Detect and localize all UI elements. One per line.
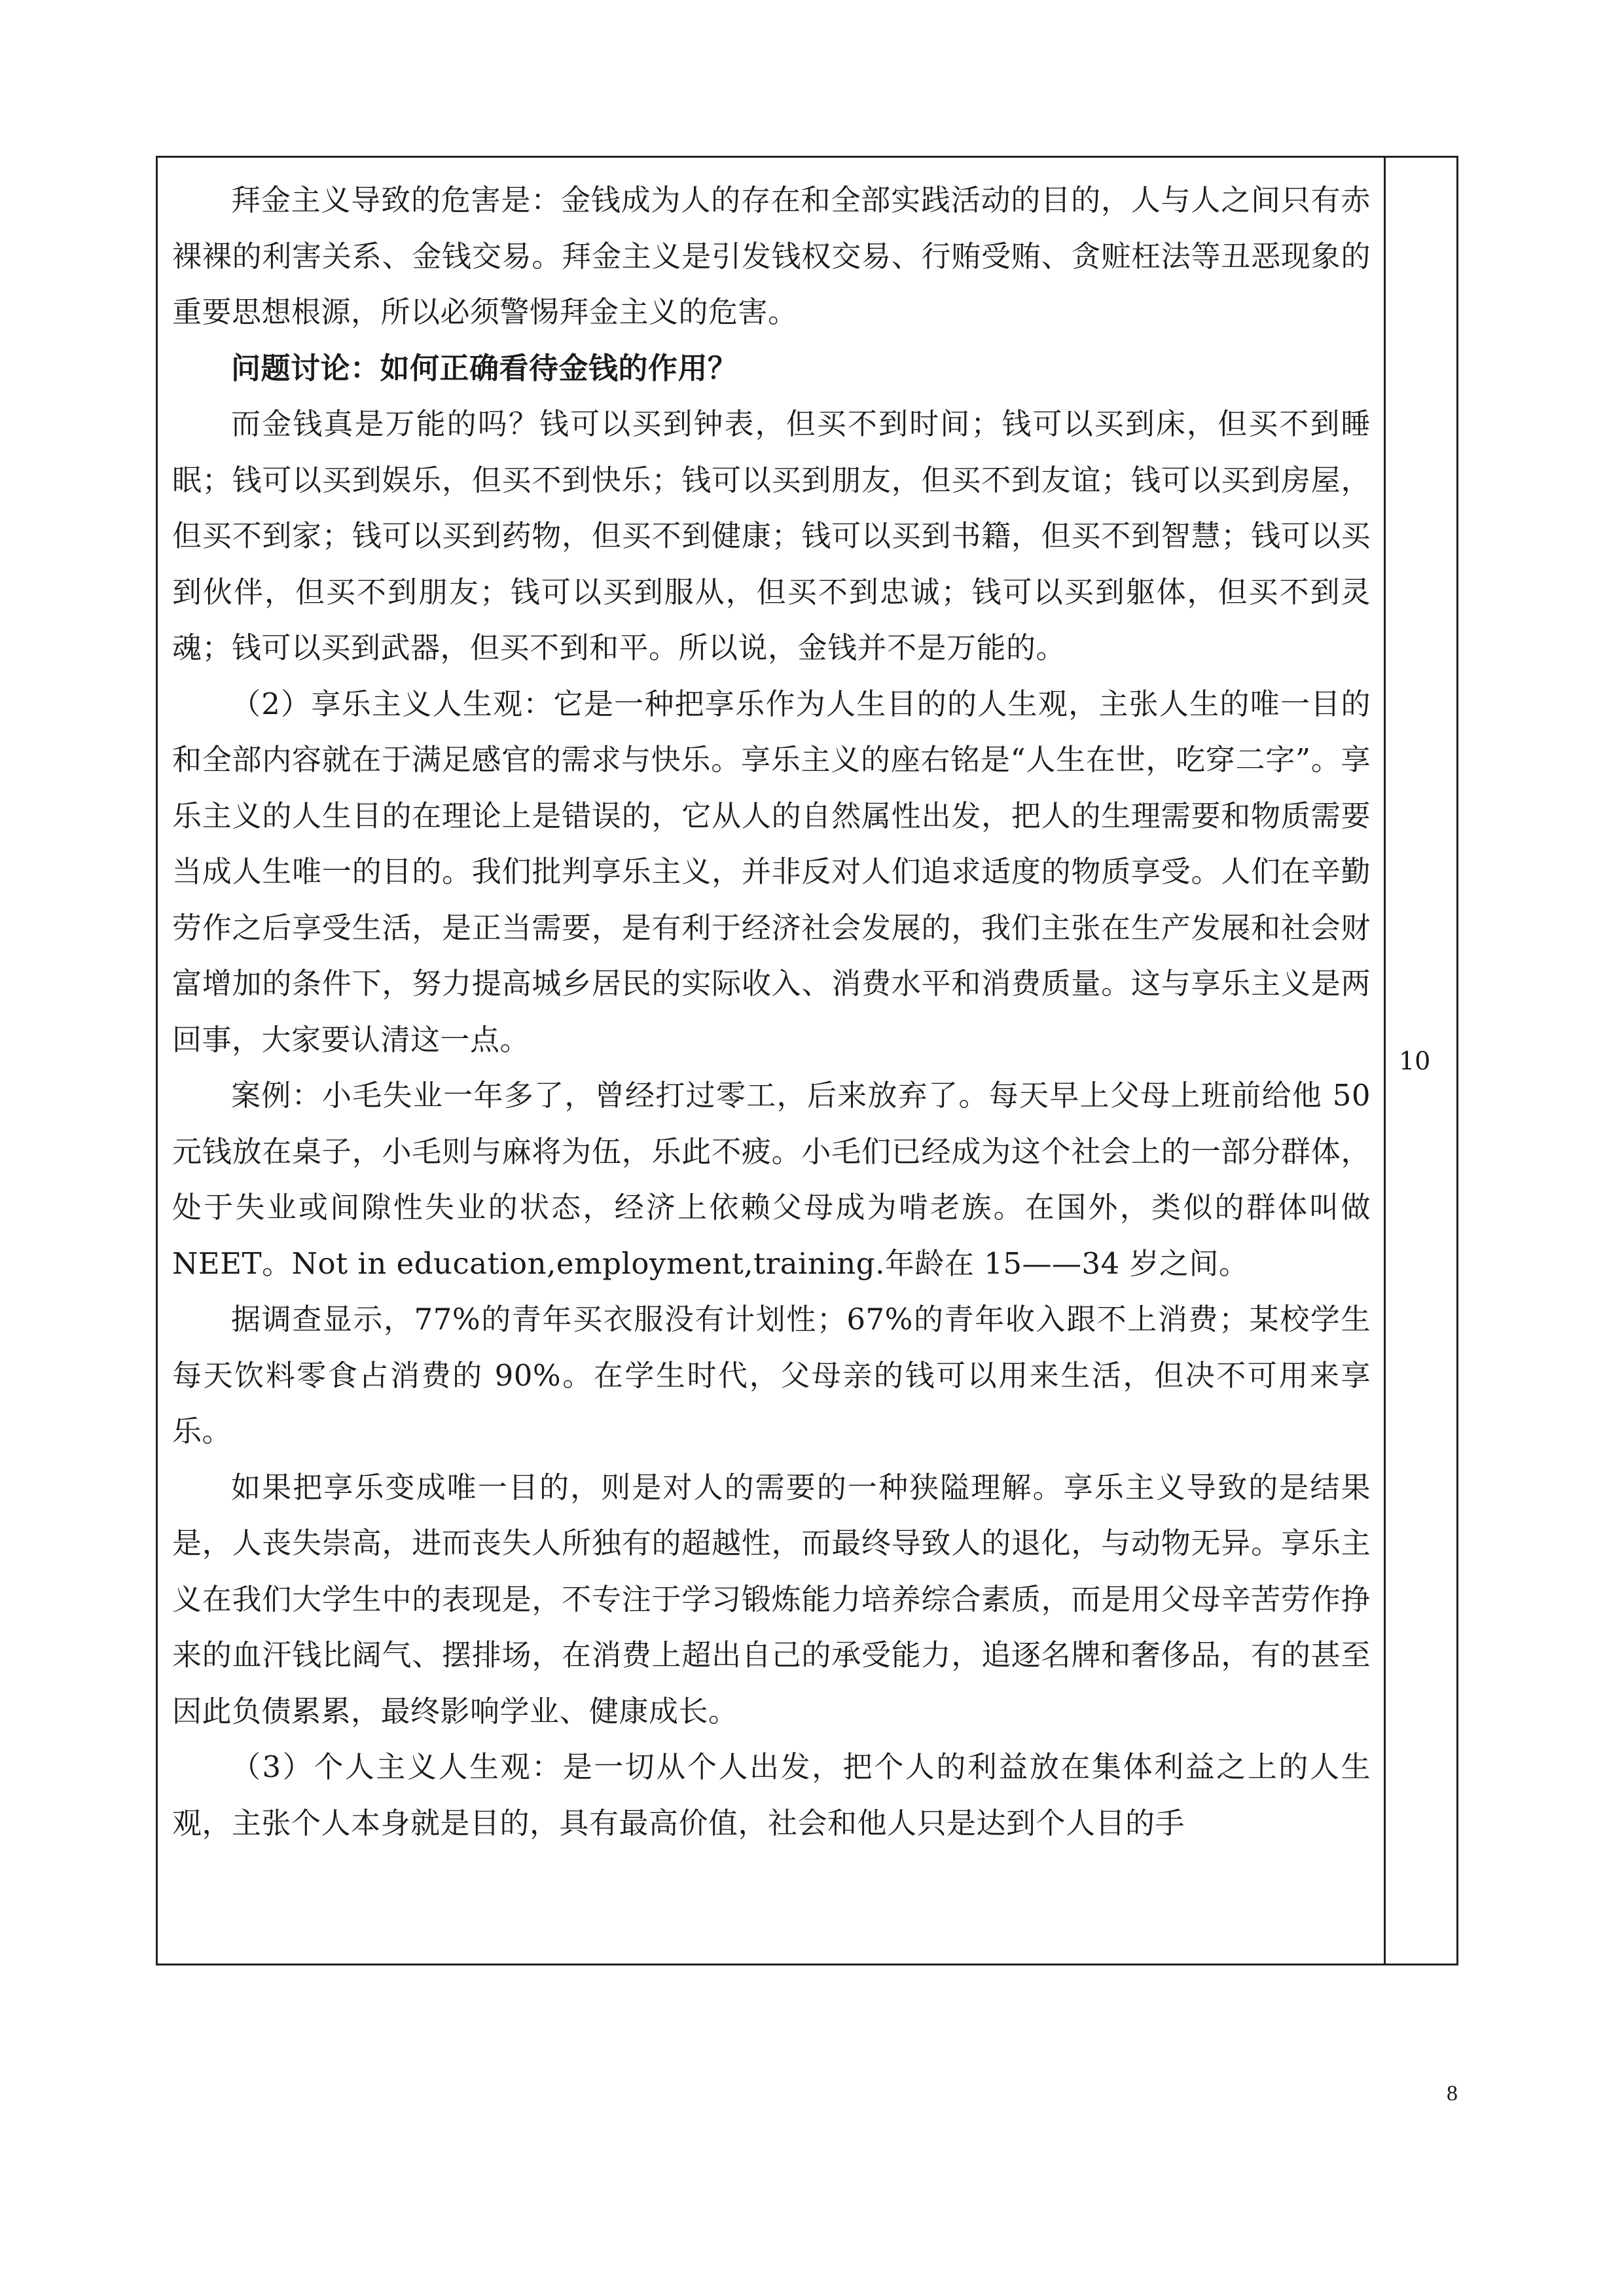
paragraph-hedonism-consequences: 如果把享乐变成唯一目的，则是对人的需要的一种狭隘理解。享乐主义导致的是结果是，人丧失崇高，进而丧失人所独有的超越性，而最终导致人的退化，与动物无异。享乐主义在我们大学生中的表现是，不专注于学习锻炼能力培养综合素质，而是用父母辛苦劳作挣来的血汗钱比阔气、摆排场，在消费上超出自己的承受能力，追逐名牌和奢侈品，有的甚至因此负债累累，最终影响学业、健康成长。 xyxy=(172,1469,1371,1729)
paragraph-hedonism: （2）享乐主义人生观：它是一种把享乐作为人生目的的人生观，主张人生的唯一目的和全部内容就在于满足感官的需求与快乐。享乐主义的座右铭是“人生在世，吃穿二字”。享乐主义的人生目的在理论上是错误的，它从人的自然属性出发，把人的生理需要和物质需要当成人生唯一的目的。我们批判享乐主义，并非反对人们追求适度的物质享受。人们在辛勤劳作之后享受生活，是正当需要，是有利于经济社会发展的，我们主张在生产发展和社会财富增加的条件下，努力提高城乡居民的实际收入、消费水平和消费质量。这与享乐主义是两回事，大家要认清这一点。 xyxy=(172,686,1371,1057)
content-cell xyxy=(158,158,1386,1964)
paragraph-discussion-question: 问题讨论：如何正确看待金钱的作用？ xyxy=(231,350,738,386)
score-value: 10 xyxy=(1399,1046,1431,1075)
paragraph-money-worship-harm: 拜金主义导致的危害是：金钱成为人的存在和全部实践活动的目的，人与人之间只有赤裸裸的利害关系、金钱交易。拜金主义是引发钱权交易、行贿受贿、贪赃枉法等丑恶现象的重要思想根源，所以必须警惕拜金主义的危害。 xyxy=(172,183,1371,329)
score-cell xyxy=(1386,158,1456,1964)
page-number: 8 xyxy=(1447,2081,1458,2106)
paragraph-survey: 据调查显示，77%的青年买衣服没有计划性；67%的青年收入跟不上消费；某校学生每天饮料零食占消费的 90%。在学生时代，父母亲的钱可以用来生活，但决不可用来享乐。 xyxy=(172,1302,1371,1448)
paragraph-money-not-almighty: 而金钱真是万能的吗？钱可以买到钟表，但买不到时间；钱可以买到床，但买不到睡眠；钱可以买到娱乐，但买不到快乐；钱可以买到朋友，但买不到友谊；钱可以买到房屋，但买不到家；钱可以买到药物，但买不到健康；钱可以买到书籍，但买不到智慧；钱可以买到伙伴，但买不到朋友；钱可以买到服从，但买不到忠诚；钱可以买到躯体，但买不到灵魂；钱可以买到武器，但买不到和平。所以说，金钱并不是万能的。 xyxy=(172,406,1371,665)
lesson-table xyxy=(156,156,1458,1965)
paragraph-individualism: （3）个人主义人生观：是一切从个人出发，把个人的利益放在集体利益之上的人生观，主张个人本身就是目的，具有最高价值，社会和他人只是达到个人目的手 xyxy=(172,1749,1371,1840)
paragraph-case-example: 案例：小毛失业一年多了，曾经打过零工，后来放弃了。每天早上父母上班前给他 50 元钱放在桌子，小毛则与麻将为伍，乐此不疲。小毛们已经成为这个社会上的一部分群体，处于失业或间隙性失业的状态，经济上依赖父母成为啃老族。在国外，类似的群体叫做 NEET。Not in education,employment,training.年龄在 15——34 岁之间。 xyxy=(172,1078,1371,1281)
